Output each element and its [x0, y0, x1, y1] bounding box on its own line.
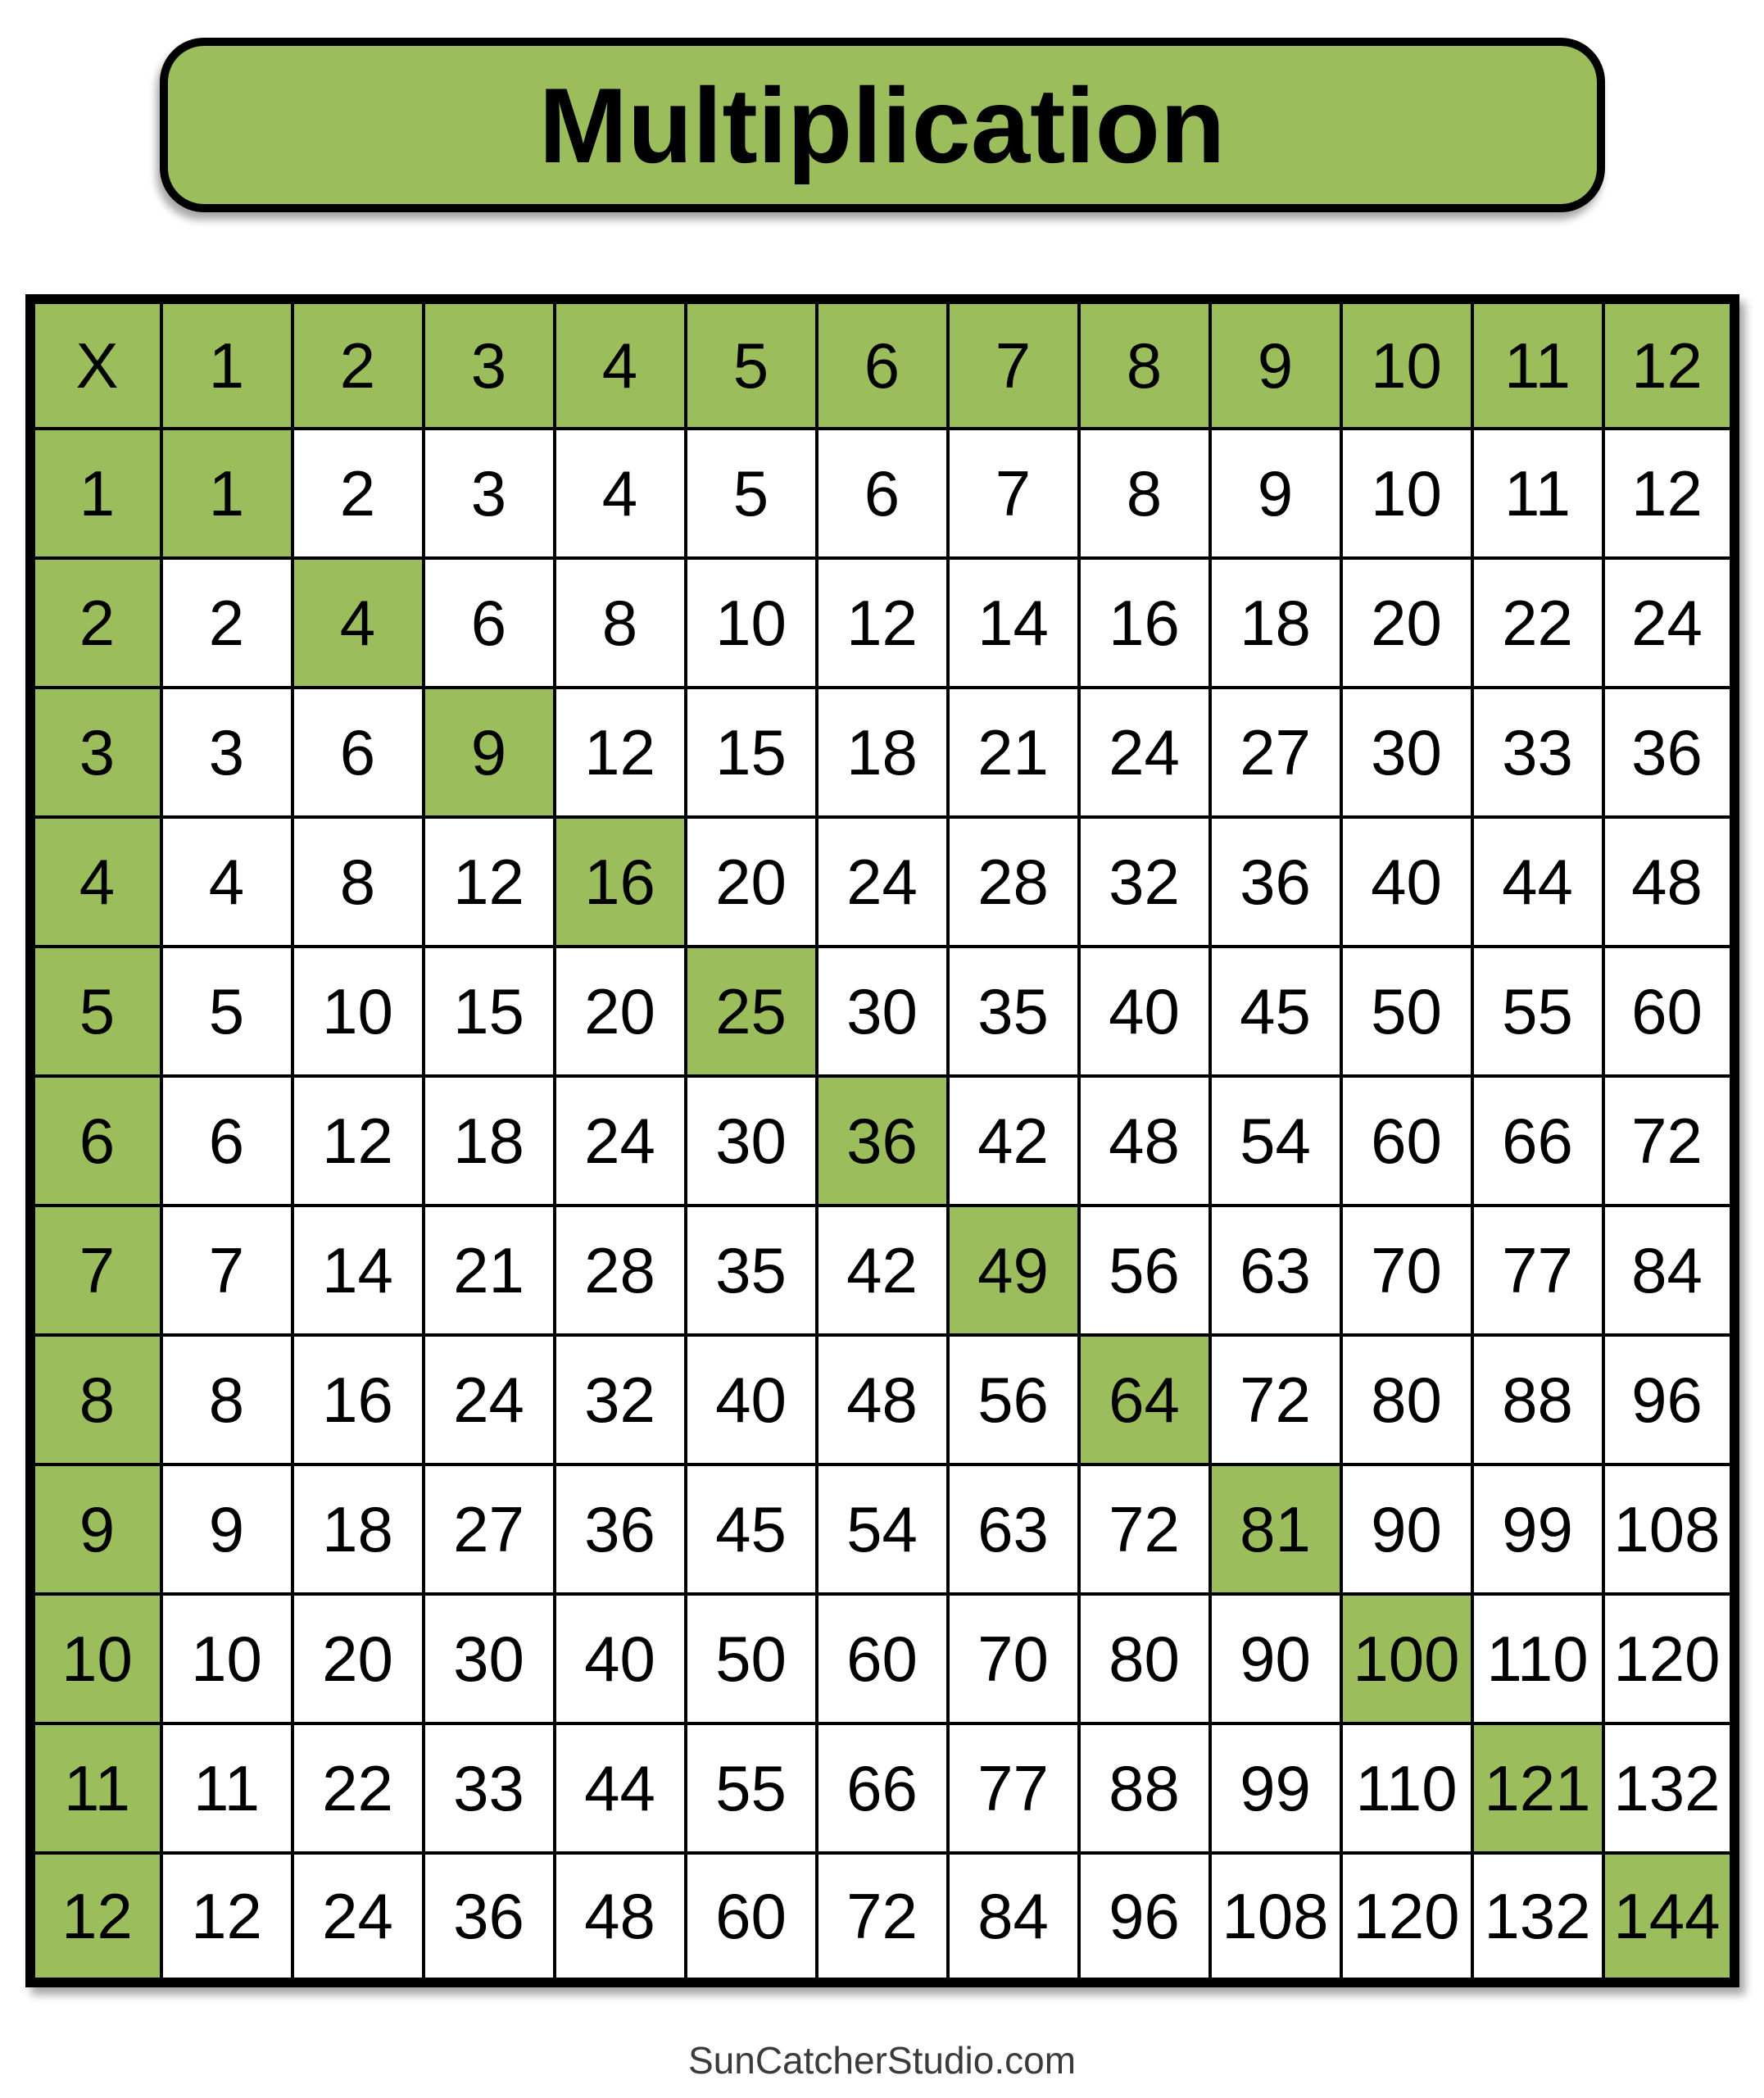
product-cell: 30: [1341, 688, 1472, 817]
product-cell: 120: [1603, 1594, 1735, 1723]
column-header-cell: 3: [424, 299, 555, 429]
multiplication-table: [25, 294, 1739, 1987]
table-row: [30, 1594, 1735, 1723]
product-cell: 22: [292, 1723, 424, 1853]
product-cell: 77: [948, 1723, 1079, 1853]
product-cell: 6: [817, 429, 948, 558]
header-row: [30, 299, 1735, 429]
product-cell: 72: [1603, 1076, 1735, 1206]
row-header-cell: 11: [30, 1723, 161, 1853]
product-cell: 10: [292, 947, 424, 1076]
product-cell: 20: [555, 947, 686, 1076]
product-cell: 10: [161, 1594, 292, 1723]
product-cell: 56: [1079, 1206, 1210, 1335]
product-cell: 66: [1472, 1076, 1603, 1206]
product-cell: 40: [1079, 947, 1210, 1076]
product-cell: 24: [1603, 558, 1735, 688]
product-cell: 80: [1341, 1335, 1472, 1465]
column-header-cell: 7: [948, 299, 1079, 429]
product-cell: 72: [817, 1853, 948, 1982]
product-cell: 72: [1079, 1465, 1210, 1594]
column-header-cell: 6: [817, 299, 948, 429]
table-row: [30, 947, 1735, 1076]
product-cell: 132: [1603, 1723, 1735, 1853]
column-header-cell: 4: [555, 299, 686, 429]
product-cell: 81: [1210, 1465, 1341, 1594]
page-title: Multiplication: [538, 65, 1226, 185]
product-cell: 27: [1210, 688, 1341, 817]
product-cell: 96: [1079, 1853, 1210, 1982]
product-cell: 110: [1472, 1594, 1603, 1723]
product-cell: 4: [161, 817, 292, 947]
product-cell: 18: [817, 688, 948, 817]
product-cell: 121: [1472, 1723, 1603, 1853]
product-cell: 9: [1210, 429, 1341, 558]
product-cell: 55: [686, 1723, 817, 1853]
product-cell: 12: [424, 817, 555, 947]
product-cell: 33: [424, 1723, 555, 1853]
product-cell: 3: [424, 429, 555, 558]
product-cell: 28: [948, 817, 1079, 947]
title-banner: [160, 38, 1605, 212]
product-cell: 77: [1472, 1206, 1603, 1335]
product-cell: 9: [161, 1465, 292, 1594]
product-cell: 88: [1472, 1335, 1603, 1465]
product-cell: 6: [424, 558, 555, 688]
product-cell: 32: [1079, 817, 1210, 947]
product-cell: 7: [948, 429, 1079, 558]
product-cell: 96: [1603, 1335, 1735, 1465]
product-cell: 63: [1210, 1206, 1341, 1335]
product-cell: 45: [1210, 947, 1341, 1076]
table-row: [30, 817, 1735, 947]
product-cell: 30: [817, 947, 948, 1076]
product-cell: 1: [161, 429, 292, 558]
product-cell: 108: [1603, 1465, 1735, 1594]
row-header-cell: 10: [30, 1594, 161, 1723]
column-header-cell: 8: [1079, 299, 1210, 429]
footer-credit: SunCatcherStudio.com: [687, 2039, 1077, 2082]
product-cell: 2: [161, 558, 292, 688]
product-cell: 64: [1079, 1335, 1210, 1465]
product-cell: 24: [424, 1335, 555, 1465]
table-row: [30, 688, 1735, 817]
table-row: [30, 1206, 1735, 1335]
product-cell: 90: [1341, 1465, 1472, 1594]
product-cell: 3: [161, 688, 292, 817]
row-header-cell: 2: [30, 558, 161, 688]
product-cell: 12: [817, 558, 948, 688]
product-cell: 36: [1210, 817, 1341, 947]
product-cell: 132: [1472, 1853, 1603, 1982]
product-cell: 44: [1472, 817, 1603, 947]
product-cell: 10: [686, 558, 817, 688]
product-cell: 48: [555, 1853, 686, 1982]
product-cell: 8: [292, 817, 424, 947]
product-cell: 14: [292, 1206, 424, 1335]
product-cell: 25: [686, 947, 817, 1076]
product-cell: 44: [555, 1723, 686, 1853]
product-cell: 36: [1603, 688, 1735, 817]
product-cell: 5: [161, 947, 292, 1076]
row-header-cell: 8: [30, 1335, 161, 1465]
product-cell: 24: [817, 817, 948, 947]
table-body: [30, 429, 1735, 1982]
product-cell: 60: [817, 1594, 948, 1723]
product-cell: 8: [161, 1335, 292, 1465]
product-cell: 60: [686, 1853, 817, 1982]
product-cell: 45: [686, 1465, 817, 1594]
product-cell: 80: [1079, 1594, 1210, 1723]
row-header-cell: 5: [30, 947, 161, 1076]
product-cell: 30: [424, 1594, 555, 1723]
product-cell: 16: [555, 817, 686, 947]
product-cell: 6: [292, 688, 424, 817]
product-cell: 33: [1472, 688, 1603, 817]
table-row: [30, 1853, 1735, 1982]
product-cell: 35: [948, 947, 1079, 1076]
table-row: [30, 1723, 1735, 1853]
product-cell: 14: [948, 558, 1079, 688]
product-cell: 49: [948, 1206, 1079, 1335]
product-cell: 15: [424, 947, 555, 1076]
row-header-cell: 9: [30, 1465, 161, 1594]
row-header-cell: 12: [30, 1853, 161, 1982]
product-cell: 56: [948, 1335, 1079, 1465]
column-header-cell: 2: [292, 299, 424, 429]
product-cell: 21: [424, 1206, 555, 1335]
product-cell: 72: [1210, 1335, 1341, 1465]
product-cell: 16: [292, 1335, 424, 1465]
product-cell: 5: [686, 429, 817, 558]
product-cell: 42: [948, 1076, 1079, 1206]
product-cell: 54: [817, 1465, 948, 1594]
row-header-cell: 7: [30, 1206, 161, 1335]
product-cell: 110: [1341, 1723, 1472, 1853]
column-header-cell: 9: [1210, 299, 1341, 429]
product-cell: 11: [161, 1723, 292, 1853]
table-header-row: [30, 299, 1735, 429]
product-cell: 21: [948, 688, 1079, 817]
column-header-cell: 12: [1603, 299, 1735, 429]
corner-cell: X: [30, 299, 161, 429]
product-cell: 27: [424, 1465, 555, 1594]
table-row: [30, 429, 1735, 558]
product-cell: 40: [686, 1335, 817, 1465]
product-cell: 18: [292, 1465, 424, 1594]
table-row: [30, 1335, 1735, 1465]
table-row: [30, 558, 1735, 688]
product-cell: 18: [1210, 558, 1341, 688]
product-cell: 120: [1341, 1853, 1472, 1982]
product-cell: 20: [1341, 558, 1472, 688]
product-cell: 63: [948, 1465, 1079, 1594]
product-cell: 35: [686, 1206, 817, 1335]
product-cell: 9: [424, 688, 555, 817]
product-cell: 36: [424, 1853, 555, 1982]
product-cell: 8: [555, 558, 686, 688]
product-cell: 42: [817, 1206, 948, 1335]
product-cell: 55: [1472, 947, 1603, 1076]
product-cell: 12: [292, 1076, 424, 1206]
product-cell: 15: [686, 688, 817, 817]
product-cell: 2: [292, 429, 424, 558]
product-cell: 12: [161, 1853, 292, 1982]
product-cell: 99: [1210, 1723, 1341, 1853]
product-cell: 108: [1210, 1853, 1341, 1982]
product-cell: 11: [1472, 429, 1603, 558]
product-cell: 88: [1079, 1723, 1210, 1853]
product-cell: 48: [1079, 1076, 1210, 1206]
product-cell: 10: [1341, 429, 1472, 558]
product-cell: 144: [1603, 1853, 1735, 1982]
product-cell: 50: [1341, 947, 1472, 1076]
product-cell: 20: [292, 1594, 424, 1723]
product-cell: 50: [686, 1594, 817, 1723]
product-cell: 4: [292, 558, 424, 688]
product-cell: 18: [424, 1076, 555, 1206]
product-cell: 4: [555, 429, 686, 558]
row-header-cell: 6: [30, 1076, 161, 1206]
product-cell: 8: [1079, 429, 1210, 558]
table-row: [30, 1076, 1735, 1206]
product-cell: 12: [555, 688, 686, 817]
product-cell: 32: [555, 1335, 686, 1465]
product-cell: 84: [948, 1853, 1079, 1982]
product-cell: 16: [1079, 558, 1210, 688]
row-header-cell: 3: [30, 688, 161, 817]
product-cell: 70: [1341, 1206, 1472, 1335]
product-cell: 12: [1603, 429, 1735, 558]
product-cell: 66: [817, 1723, 948, 1853]
table-row: [30, 1465, 1735, 1594]
product-cell: 90: [1210, 1594, 1341, 1723]
product-cell: 36: [817, 1076, 948, 1206]
product-cell: 6: [161, 1076, 292, 1206]
product-cell: 99: [1472, 1465, 1603, 1594]
product-cell: 20: [686, 817, 817, 947]
product-cell: 70: [948, 1594, 1079, 1723]
product-cell: 60: [1603, 947, 1735, 1076]
product-cell: 60: [1341, 1076, 1472, 1206]
product-cell: 22: [1472, 558, 1603, 688]
product-cell: 48: [817, 1335, 948, 1465]
product-cell: 7: [161, 1206, 292, 1335]
product-cell: 36: [555, 1465, 686, 1594]
row-header-cell: 1: [30, 429, 161, 558]
product-cell: 100: [1341, 1594, 1472, 1723]
product-cell: 40: [555, 1594, 686, 1723]
product-cell: 24: [555, 1076, 686, 1206]
product-cell: 28: [555, 1206, 686, 1335]
product-cell: 54: [1210, 1076, 1341, 1206]
row-header-cell: 4: [30, 817, 161, 947]
column-header-cell: 1: [161, 299, 292, 429]
column-header-cell: 5: [686, 299, 817, 429]
product-cell: 40: [1341, 817, 1472, 947]
product-cell: 30: [686, 1076, 817, 1206]
column-header-cell: 11: [1472, 299, 1603, 429]
product-cell: 24: [1079, 688, 1210, 817]
column-header-cell: 10: [1341, 299, 1472, 429]
product-cell: 48: [1603, 817, 1735, 947]
product-cell: 84: [1603, 1206, 1735, 1335]
product-cell: 24: [292, 1853, 424, 1982]
